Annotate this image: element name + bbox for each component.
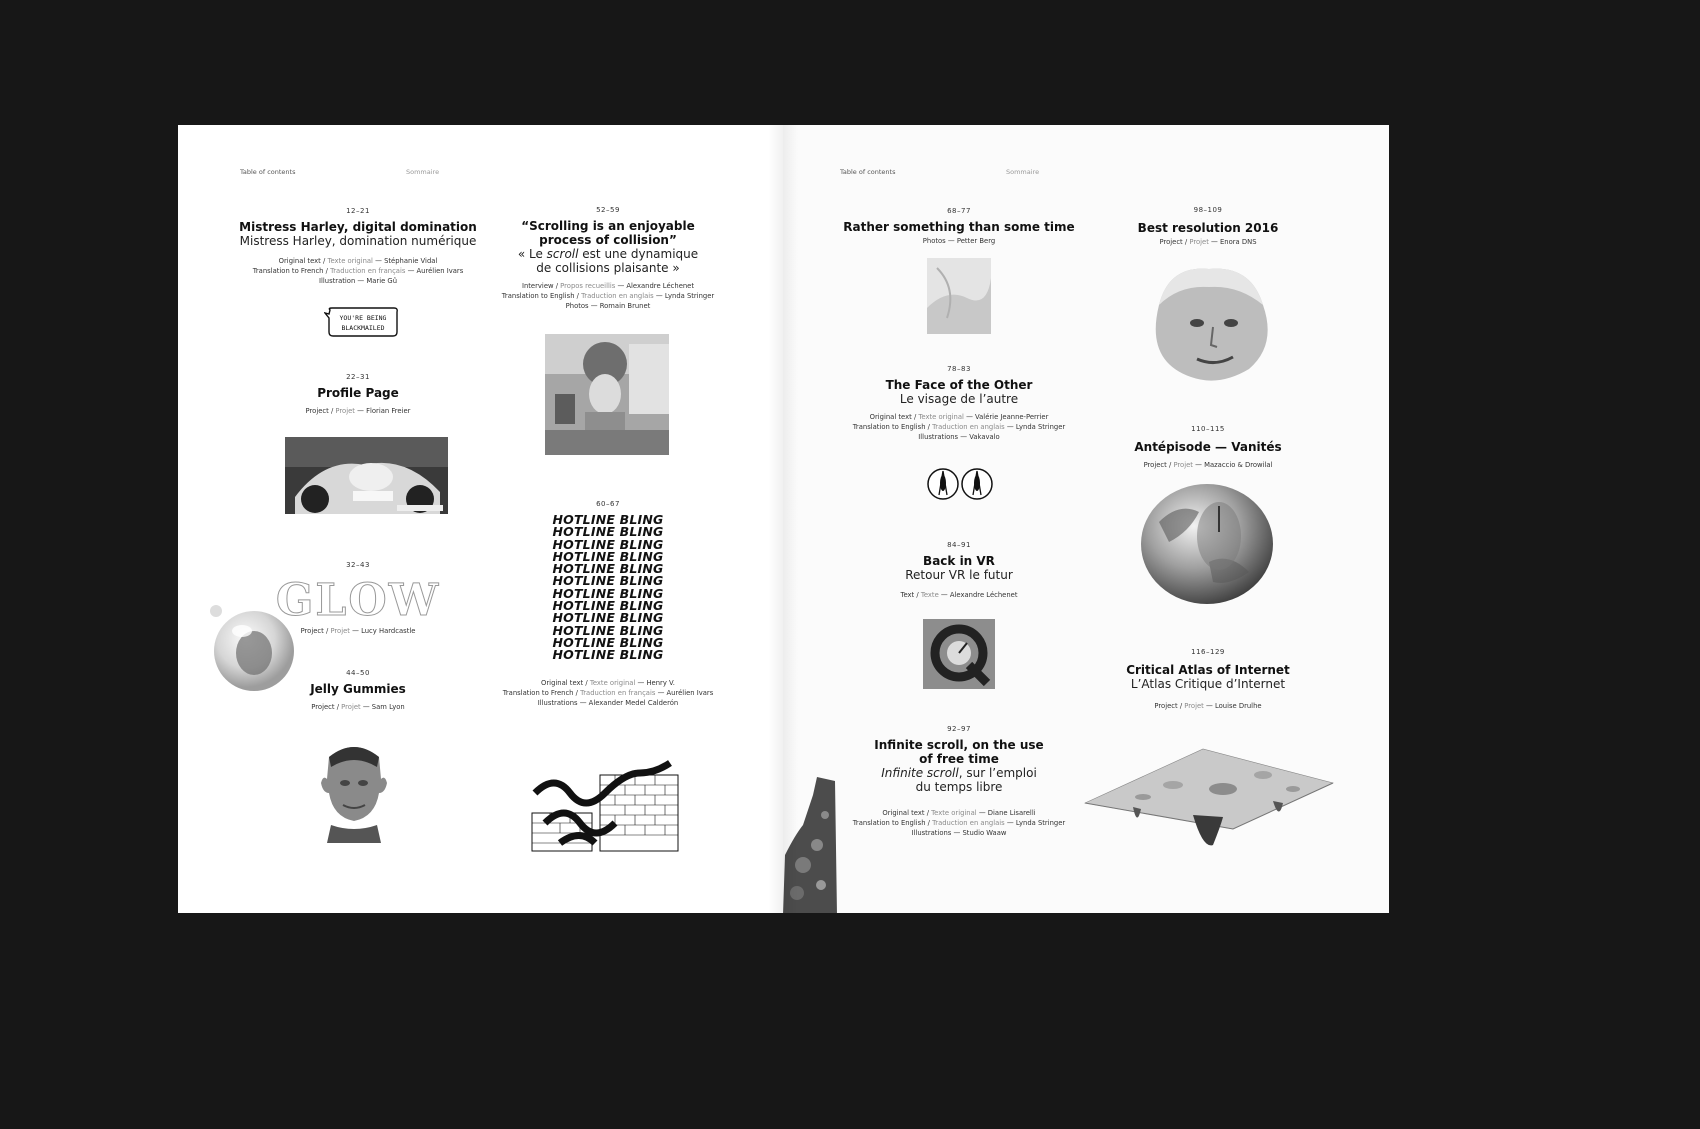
toc-entry-rather-something[interactable] [839, 207, 1079, 246]
internet-terrain-image [1083, 745, 1335, 849]
entry-credits: Original text / Texte original — Henry V. Translation to French / Traduction en français — Aurélien Ivars Illustrations — Alexander Medel Calderón [502, 679, 714, 707]
jelly-bust-image [317, 739, 391, 843]
bubble-line-1: YOU'RE BEING [339, 314, 387, 322]
entry-credits: Original text / Texte original — Stéphanie Vidal Translation to French / Traduction en français — Aurélien Ivars Illustration — Marie Gû [252, 257, 464, 285]
fabric-photo [927, 258, 991, 334]
entry-credits: Project / Projet — Lucy Hardcastle [300, 627, 416, 635]
entry-title: Jelly Gummies [310, 682, 406, 696]
page-range: 78–83 [947, 365, 971, 373]
entry-title: Critical Atlas of Internet [1126, 663, 1290, 677]
page-range-glow: 32–43 [346, 561, 370, 569]
toc-entry-best-resolution[interactable] [1103, 206, 1313, 247]
toc-entry-mistress-harley[interactable] [228, 207, 488, 286]
entry-title: Antépisode — Vanités [1134, 440, 1282, 454]
header-fr: Sommaire [406, 168, 440, 176]
entry-title: Infinite scroll, on the use of free time [874, 738, 1044, 766]
page-range: 92–97 [947, 725, 971, 733]
toc-entry-face-of-other[interactable] [829, 365, 1089, 442]
hotline-bling-art: HOTLINE BLING HOTLINE BLING HOTLINE BLING HOTLINE BLING HOTLINE BLING HOTLINE BLING HOTLINE BLING HOTLINE BLING HOTLINE BLING HOTLINE BLING HOTLINE BLING HOTLINE BLING [552, 512, 664, 663]
left-page [178, 125, 783, 913]
right-page [783, 125, 1389, 913]
toc-entry-back-in-vr[interactable] [859, 541, 1059, 600]
page-range: 98–109 [1193, 206, 1223, 214]
entry-title: Best resolution 2016 [1137, 221, 1279, 235]
earth-mouse-image [1139, 482, 1275, 606]
sculpture-photo [545, 334, 669, 455]
entry-credits: Original text / Texte original — Valérie Jeanne-Perrier Translation to English / Traduction en anglais — Lynda Stringer Illustrations — Vakavalo [852, 413, 1066, 441]
toc-entry-profile-page[interactable] [258, 373, 458, 416]
toc-entry-critical-atlas[interactable] [1093, 648, 1323, 711]
page-range: 110–115 [1191, 425, 1225, 433]
page-range: 52–59 [596, 206, 620, 214]
bubble-line-2: BLACKMAILED [341, 324, 385, 332]
toc-entry-antepisode[interactable] [1103, 425, 1313, 470]
header-en: Table of contents [840, 168, 896, 176]
entry-credits: Project / Projet — Sam Lyon [311, 703, 405, 711]
entry-subtitle: « Le scroll est une dynamique de collisions plaisante » [517, 247, 699, 275]
header-fr: Sommaire [1006, 168, 1040, 176]
entry-credits: Project / Projet — Enora DNS [1159, 238, 1257, 246]
entry-credits: Photos — Petter Berg [922, 237, 996, 245]
entry-credits: Interview / Propos recueillis — Alexandre Léchenet Translation to English / Traduction en anglais — Lynda Stringer Photos — Romain Brunet [501, 282, 715, 310]
entry-credits: Project / Projet — Mazaccio & Drowilal [1143, 461, 1273, 469]
toc-entry-glow[interactable] [278, 626, 438, 636]
entry-credits: Original text / Texte original — Diane Lisarelli Translation to English / Traduction en anglais — Lynda Stringer Illustrations — Studio Waaw [852, 809, 1066, 837]
entry-subtitle: Infinite scroll, sur l’emploi du temps libre [881, 766, 1037, 794]
toc-entry-jelly-gummies[interactable] [278, 669, 438, 712]
entry-subtitle: L’Atlas Critique d’Internet [1130, 677, 1286, 691]
header-en: Table of contents [240, 168, 296, 176]
page-range: 12–21 [346, 207, 370, 215]
entry-credits: Text / Texte — Alexandre Léchenet [900, 591, 1018, 599]
racing-car-profile-image [285, 437, 448, 514]
blackmailed-speech-bubble-icon [324, 306, 400, 340]
entry-title: “Scrolling is an enjoyable process of collision” [521, 219, 695, 247]
entry-title: Back in VR [923, 554, 995, 568]
entry-subtitle: Retour VR le futur [905, 568, 1013, 582]
entry-title: Mistress Harley, digital domination [239, 220, 477, 234]
entry-subtitle: Le visage de l’autre [899, 392, 1019, 406]
entry-title: Profile Page [317, 386, 399, 400]
entry-credits: Project / Projet — Louise Drulhe [1154, 702, 1262, 710]
page-range: 68–77 [947, 207, 971, 215]
rock-scroll-image [783, 775, 845, 913]
svg-text:GLOW: GLOW [275, 575, 441, 623]
toc-entry-scrolling[interactable] [483, 206, 733, 311]
toc-entry-infinite-scroll[interactable] [829, 725, 1089, 838]
brick-wave-illustration [530, 753, 680, 853]
portrait-face-image [1139, 265, 1279, 383]
entry-title: Rather something than some time [843, 220, 1075, 234]
page-range: 44–50 [346, 669, 370, 677]
page-range: 84–91 [947, 541, 971, 549]
entry-subtitle: Mistress Harley, domination numérique [239, 234, 477, 248]
entry-credits: Project / Projet — Florian Freier [305, 407, 411, 415]
page-range: 116–129 [1191, 648, 1225, 656]
page-range: 22–31 [346, 373, 370, 381]
entry-title: The Face of the Other [885, 378, 1033, 392]
page-range-hotline: 60–67 [596, 500, 620, 508]
toc-entry-hotline-bling[interactable] [483, 678, 733, 708]
two-face-icons [926, 467, 994, 501]
quicktime-logo-icon [923, 619, 995, 689]
